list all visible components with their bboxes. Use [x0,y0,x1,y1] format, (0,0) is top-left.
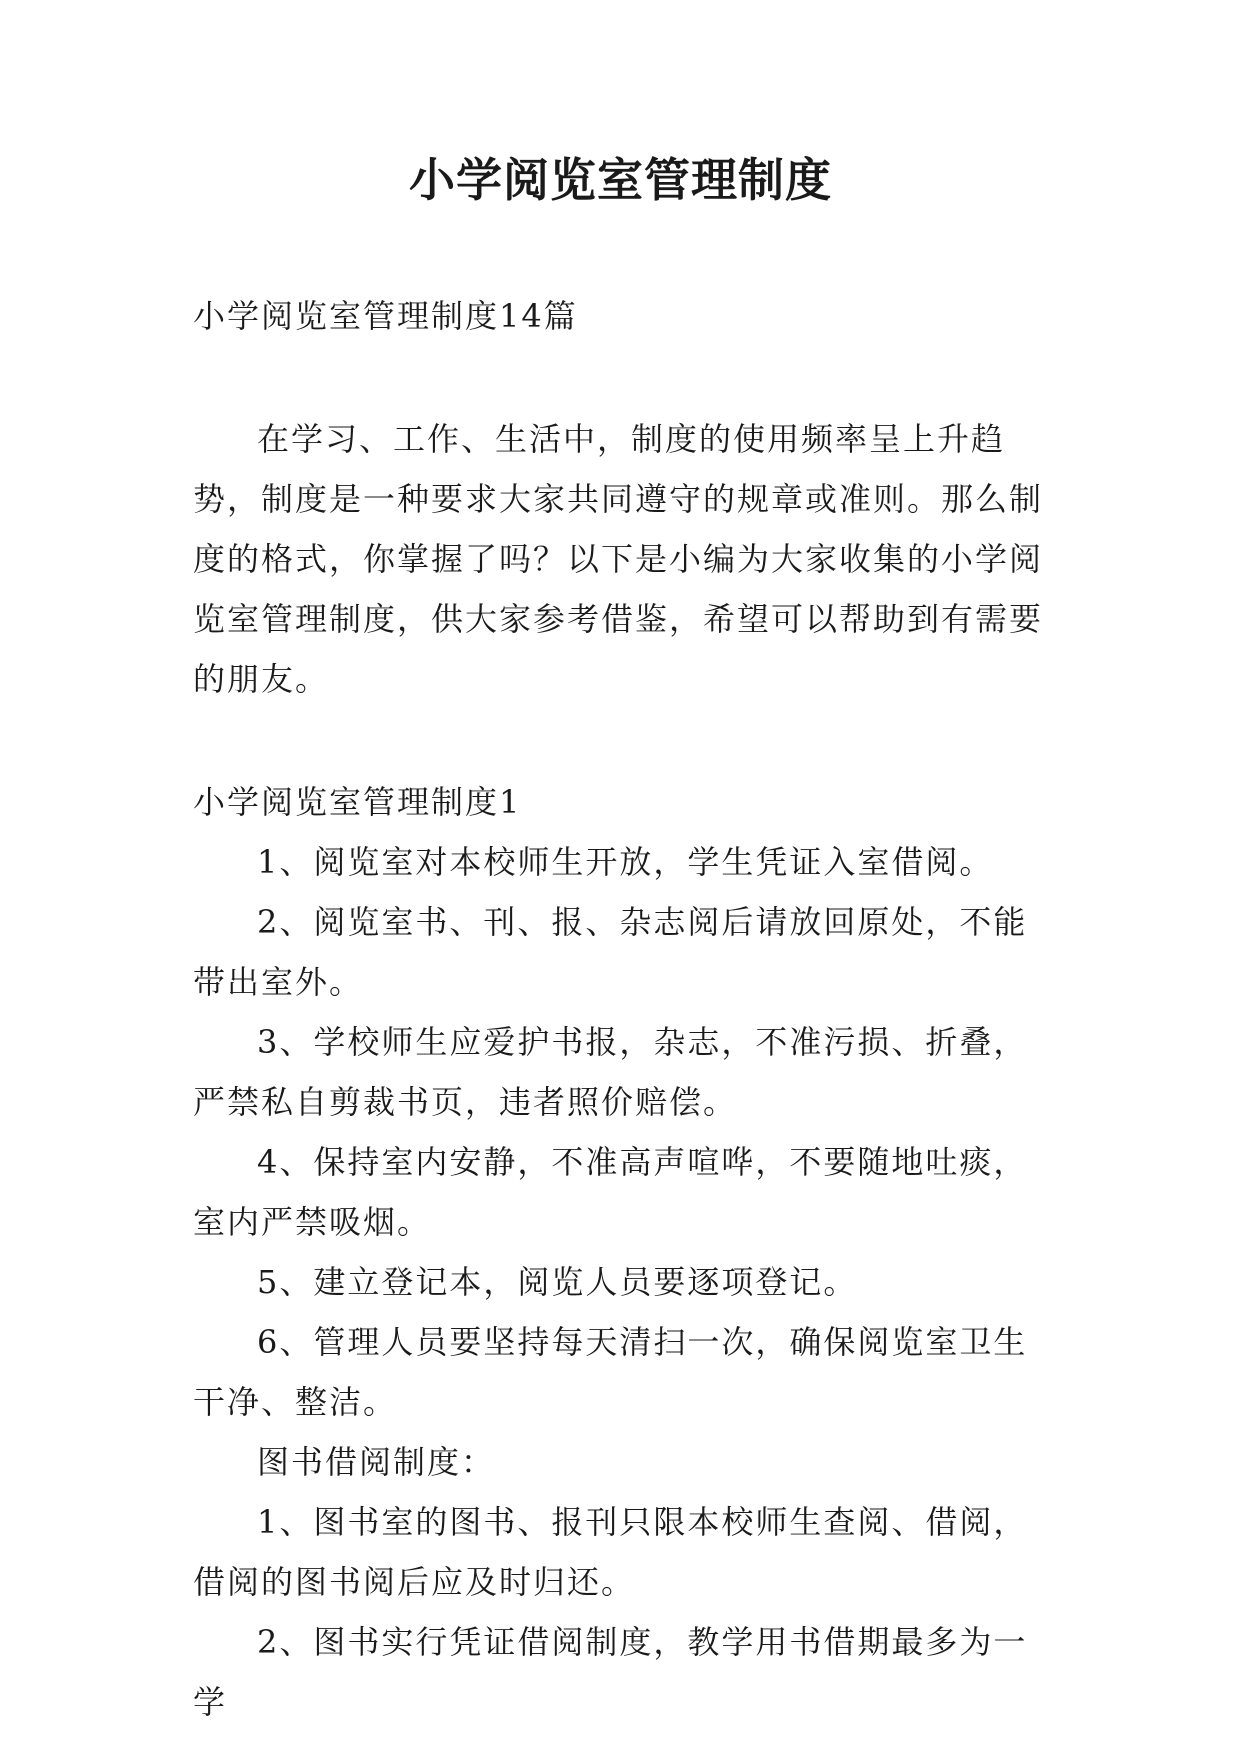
rule-item-3: 3、学校师生应爱护书报，杂志，不准污损、折叠，严禁私自剪裁书页，违者照价赔偿。 [193,1023,1028,1121]
rule-item-6: 6、管理人员要坚持每天清扫一次，确保阅览室卫生干净、整洁。 [193,1323,1028,1421]
document-subtitle: 小学阅览室管理制度14篇 [193,297,578,335]
borrow-rule-1: 1、图书室的图书、报刊只限本校师生查阅、借阅，借阅的图书阅后应及时归还。 [193,1503,1028,1601]
rule-item-5: 5、建立登记本，阅览人员要逐项登记。 [257,1263,858,1301]
paragraph-gap [193,346,1053,409]
document-title: 小学阅览室管理制度 [409,153,832,207]
document-body [193,286,1053,1732]
section-heading: 小学阅览室管理制度1 [193,783,522,821]
borrow-rule-2: 2、图书实行凭证借阅制度，教学用书借期最多为一学 [193,1623,1028,1721]
rule-item-4: 4、保持室内安静，不准高声喧哗，不要随地吐痰，室内严禁吸烟。 [193,1143,1028,1241]
paragraph-gap [193,709,1053,772]
rule-item-2: 2、阅览室书、刊、报、杂志阅后请放回原处，不能带出室外。 [193,903,1028,1001]
intro-paragraph: 在学习、工作、生活中，制度的使用频率呈上升趋势，制度是一种要求大家共同遵守的规章或准则。那么制度的格式，你掌握了吗？以下是小编为大家收集的小学阅览室管理制度，供大家参考借鉴，希望可以帮助到有需要的朋友。 [193,420,1044,698]
rule-item-1: 1、阅览室对本校师生开放，学生凭证入室借阅。 [257,843,994,881]
borrow-heading: 图书借阅制度： [257,1443,496,1481]
